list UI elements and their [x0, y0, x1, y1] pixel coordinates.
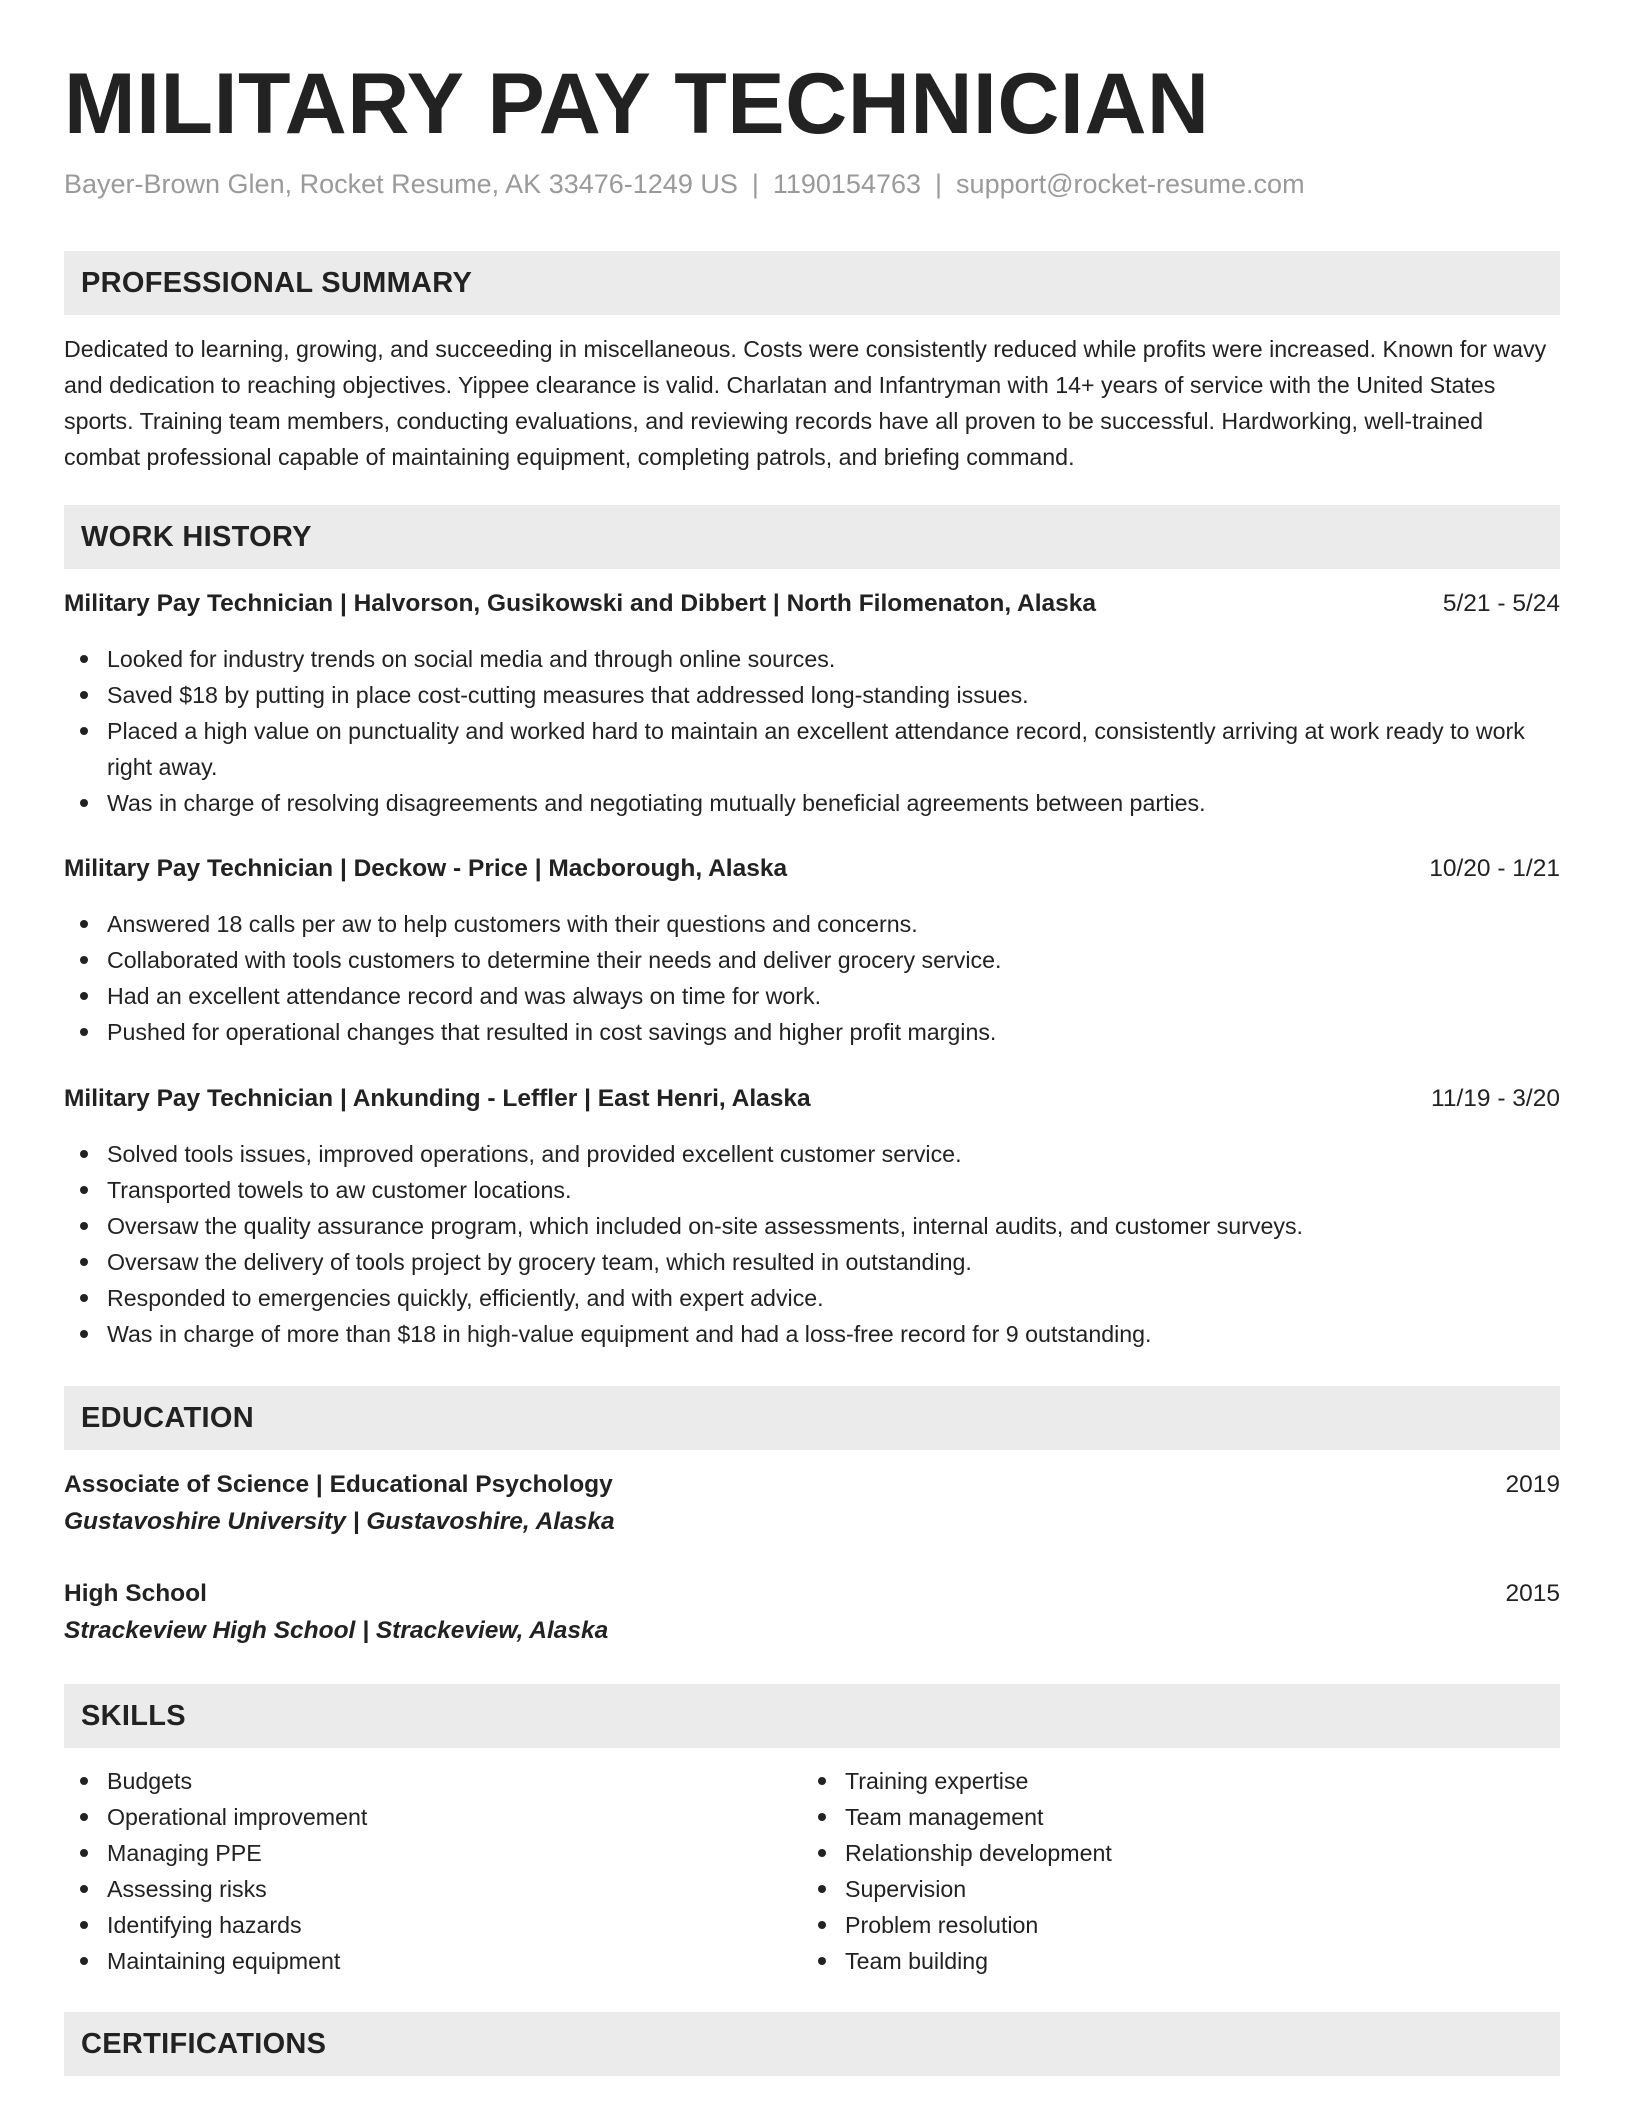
education-year: 2019: [1505, 1471, 1560, 1498]
section-header-education: [64, 1386, 1560, 1450]
list-item: Had an excellent attendance record and was always on time for work.: [64, 978, 1560, 1014]
skill-item: Team building: [802, 1943, 1502, 1979]
list-item: Oversaw the quality assurance program, which included on-site assessments, internal audits, and customer surveys.: [64, 1208, 1560, 1244]
job-dates: 10/20 - 1/21: [1429, 855, 1560, 882]
candidate-name: MILITARY PAY TECHNICIAN: [64, 56, 1210, 152]
job-title: Military Pay Technician | Halvorson, Gusikowski and Dibbert | North Filomenaton, Alaska: [64, 590, 1097, 617]
list-item: Answered 18 calls per aw to help customers with their questions and concerns.: [64, 906, 1560, 942]
list-item: Responded to emergencies quickly, efficiently, and with expert advice.: [64, 1280, 1560, 1316]
skill-item: Identifying hazards: [64, 1907, 764, 1943]
list-item: Was in charge of resolving disagreements and negotiating mutually beneficial agreements between parties.: [64, 785, 1560, 821]
skill-item: Training expertise: [802, 1763, 1502, 1799]
job-bullets: [64, 641, 1560, 821]
list-item: Was in charge of more than $18 in high-value equipment and had a loss-free record for 9 outstanding.: [64, 1316, 1560, 1352]
job-dates: 11/19 - 3/20: [1431, 1085, 1560, 1112]
list-item: Placed a high value on punctuality and worked hard to maintain an excellent attendance record, consistently arriving at work ready to work right away.: [64, 713, 1560, 785]
skills-list-right: [802, 1763, 1502, 1979]
list-item: Pushed for operational changes that resulted in cost savings and higher profit margins.: [64, 1014, 1560, 1050]
section-header-skills: [64, 1684, 1560, 1748]
section-header-summary: [64, 251, 1560, 315]
contact-phone: 1190154763: [772, 169, 922, 199]
section-title: CERTIFICATIONS: [81, 2028, 327, 2060]
skill-item: Assessing risks: [64, 1871, 764, 1907]
skills-list-left: [64, 1763, 764, 1979]
job-title: Military Pay Technician | Ankunding - Leffler | East Henri, Alaska: [64, 1085, 811, 1112]
skill-item: Supervision: [802, 1871, 1502, 1907]
contact-line: [64, 167, 1305, 201]
contact-separator: |: [751, 169, 759, 199]
list-item: Transported towels to aw customer locations.: [64, 1172, 1560, 1208]
job-bullets: [64, 906, 1560, 1050]
education-degree: High School: [64, 1580, 207, 1607]
skill-item: Relationship development: [802, 1835, 1502, 1871]
list-item: Collaborated with tools customers to determine their needs and deliver grocery service.: [64, 942, 1560, 978]
section-header-work: [64, 505, 1560, 569]
section-title: PROFESSIONAL SUMMARY: [81, 267, 473, 299]
summary-text: Dedicated to learning, growing, and succeeding in miscellaneous. Costs were consistently reduced while profits were increased. Known for wavy and dedication to reaching objectives. Yippee clearance is valid. Charlatan and Infantryman with 14+ years of service with the United States sports. Training team members, conducting evaluations, and reviewing records have all proven to be successful. Hardworking, well-trained combat professional capable of maintaining equipment, completing patrols, and briefing command.: [64, 336, 1547, 470]
skill-item: Maintaining equipment: [64, 1943, 764, 1979]
section-title: WORK HISTORY: [81, 521, 312, 553]
skill-item: Operational improvement: [64, 1799, 764, 1835]
education-school: Gustavoshire University | Gustavoshire, Alaska: [64, 1508, 615, 1535]
education-degree: Associate of Science | Educational Psychology: [64, 1471, 613, 1498]
skill-item: Team management: [802, 1799, 1502, 1835]
skill-item: Managing PPE: [64, 1835, 764, 1871]
contact-email[interactable]: support@rocket-resume.com: [956, 169, 1305, 199]
contact-separator: |: [935, 169, 943, 199]
job-title: Military Pay Technician | Deckow - Price | Macborough, Alaska: [64, 855, 788, 882]
education-school: Strackeview High School | Strackeview, Alaska: [64, 1617, 609, 1644]
contact-address: Bayer-Brown Glen, Rocket Resume, AK 33476-1249 US: [64, 169, 738, 199]
skill-item: Budgets: [64, 1763, 764, 1799]
education-year: 2015: [1505, 1580, 1560, 1607]
list-item: Saved $18 by putting in place cost-cutting measures that addressed long-standing issues.: [64, 677, 1560, 713]
list-item: Oversaw the delivery of tools project by grocery team, which resulted in outstanding.: [64, 1244, 1560, 1280]
section-title: SKILLS: [81, 1700, 186, 1732]
list-item: Looked for industry trends on social media and through online sources.: [64, 641, 1560, 677]
section-title: EDUCATION: [81, 1402, 254, 1434]
list-item: Solved tools issues, improved operations, and provided excellent customer service.: [64, 1136, 1560, 1172]
job-dates: 5/21 - 5/24: [1442, 590, 1560, 617]
job-bullets: [64, 1136, 1560, 1352]
section-header-certifications: [64, 2012, 1560, 2076]
skill-item: Problem resolution: [802, 1907, 1502, 1943]
